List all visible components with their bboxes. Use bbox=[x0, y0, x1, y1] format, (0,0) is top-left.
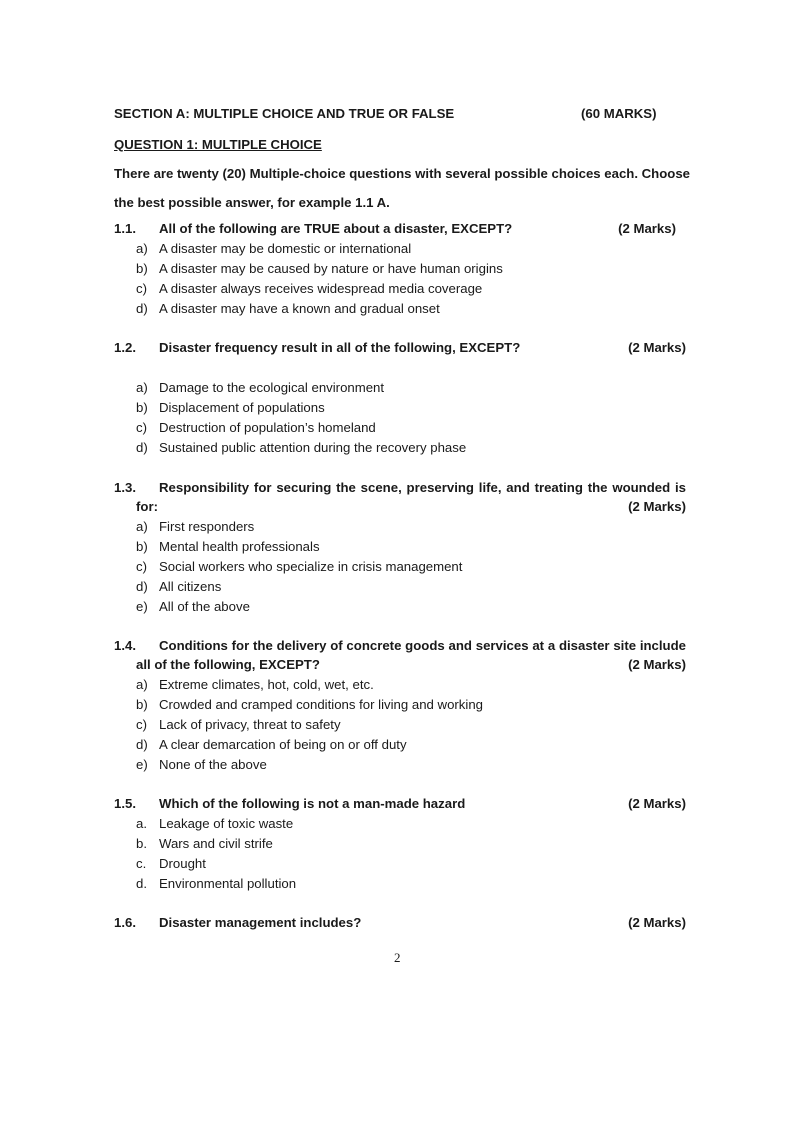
option-label: c) bbox=[136, 559, 147, 574]
question-marks: (2 Marks) bbox=[618, 221, 676, 236]
option-text: Environmental pollution bbox=[159, 876, 297, 891]
question-text: Disaster management includes? bbox=[159, 915, 362, 930]
question-number: 1.1. bbox=[114, 221, 136, 236]
section-title: SECTION A: MULTIPLE CHOICE AND TRUE OR FALSE bbox=[114, 106, 455, 121]
option-text: Sustained public attention during the recovery phase bbox=[159, 440, 467, 455]
option-label: b) bbox=[136, 400, 148, 415]
option-label: a) bbox=[136, 380, 148, 395]
option-text: Crowded and cramped conditions for living and working bbox=[159, 697, 484, 712]
question-marks: (2 Marks) bbox=[628, 796, 686, 811]
question-text-continued: for: bbox=[136, 499, 158, 514]
question-number: 1.2. bbox=[114, 340, 136, 355]
option-label: d) bbox=[136, 301, 148, 316]
page-number: 2 bbox=[394, 950, 401, 965]
option-text: Destruction of population’s homeland bbox=[159, 420, 376, 435]
option-text: None of the above bbox=[159, 757, 267, 772]
option-label: c. bbox=[136, 856, 147, 871]
question-number: 1.5. bbox=[114, 796, 136, 811]
option-label: a) bbox=[136, 677, 148, 692]
question-text: All of the following are TRUE about a disaster, EXCEPT? bbox=[159, 221, 513, 236]
option-label: b) bbox=[136, 697, 148, 712]
question-marks: (2 Marks) bbox=[628, 340, 686, 355]
option-text: A clear demarcation of being on or off duty bbox=[159, 737, 407, 752]
question-marks: (2 Marks) bbox=[628, 499, 686, 514]
instructions-line-2: the best possible answer, for example 1.1 A. bbox=[114, 195, 390, 210]
question-text: Disaster frequency result in all of the following, EXCEPT? bbox=[159, 340, 521, 355]
question-marks: (2 Marks) bbox=[628, 657, 686, 672]
option-text: A disaster always receives widespread media coverage bbox=[159, 281, 483, 296]
option-label: b) bbox=[136, 261, 148, 276]
option-text: Drought bbox=[159, 856, 206, 871]
option-text: Lack of privacy, threat to safety bbox=[159, 717, 341, 732]
option-label: d) bbox=[136, 440, 148, 455]
option-text: Leakage of toxic waste bbox=[159, 816, 294, 831]
option-text: First responders bbox=[159, 519, 255, 534]
instructions-line-1: There are twenty (20) Multiple-choice questions with several possible choices each. Choose bbox=[114, 166, 691, 181]
option-text: Damage to the ecological environment bbox=[159, 380, 385, 395]
option-label: c) bbox=[136, 420, 147, 435]
question-marks: (2 Marks) bbox=[628, 915, 686, 930]
option-text: Mental health professionals bbox=[159, 539, 320, 554]
option-text: A disaster may be caused by nature or have human origins bbox=[159, 261, 503, 276]
option-text: Extreme climates, hot, cold, wet, etc. bbox=[159, 677, 374, 692]
question-number: 1.6. bbox=[114, 915, 136, 930]
option-text: Wars and civil strife bbox=[159, 836, 273, 851]
option-label: c) bbox=[136, 281, 147, 296]
question-text: Conditions for the delivery of concrete goods and services at a disaster site include bbox=[159, 638, 686, 653]
option-label: e) bbox=[136, 757, 148, 772]
option-text: Displacement of populations bbox=[159, 400, 325, 415]
option-label: a) bbox=[136, 519, 148, 534]
option-label: a. bbox=[136, 816, 147, 831]
option-text: All citizens bbox=[159, 579, 222, 594]
option-label: b) bbox=[136, 539, 148, 554]
option-text: Social workers who specialize in crisis management bbox=[159, 559, 463, 574]
option-label: e) bbox=[136, 599, 148, 614]
question-number: 1.4. bbox=[114, 638, 136, 653]
option-text: A disaster may be domestic or international bbox=[159, 241, 412, 256]
option-label: c) bbox=[136, 717, 147, 732]
section-marks: (60 MARKS) bbox=[581, 106, 657, 121]
question-text-continued: all of the following, EXCEPT? bbox=[136, 657, 320, 672]
option-label: a) bbox=[136, 241, 148, 256]
option-label: d) bbox=[136, 737, 148, 752]
option-text: All of the above bbox=[159, 599, 250, 614]
question-text: Which of the following is not a man-made hazard bbox=[159, 796, 466, 811]
option-text: A disaster may have a known and gradual onset bbox=[159, 301, 440, 316]
question-number: 1.3. bbox=[114, 480, 136, 495]
option-label: d) bbox=[136, 579, 148, 594]
option-label: d. bbox=[136, 876, 147, 891]
question-text: Responsibility for securing the scene, preserving life, and treating the wounded is bbox=[159, 480, 686, 495]
question-title: QUESTION 1: MULTIPLE CHOICE bbox=[114, 137, 322, 152]
option-label: b. bbox=[136, 836, 147, 851]
